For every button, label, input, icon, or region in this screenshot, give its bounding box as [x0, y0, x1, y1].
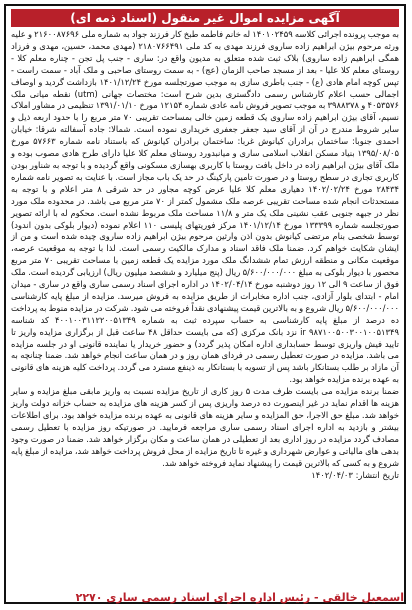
notice-paragraph: ضمنا برنده مزایده می بایست ظرف مدت ۵ روز کاری از تاریخ مزایده نسبت به واریز مابقی مبلغ مزایده و سایر هزینه ها اقدام نماید در غیر اینصورت ده درصد واریزی پس از کسر هزینه های مزایده به حساب خزانه دولت واریز خواهد شد. مبلغ حق الاجرا، حق المزایده و سایر هزینه های قانونی به عهده برنده مزایده خواهد بود. برای اطلاعات بیشتر و بازدید به اداره اجرای اسناد رسمی ساری مراجعه فرمایید. در صورتیکه روز مزایده با تعطیل رسمی مصادف گردد مزایده در روز اداری بعد از تعطیلی در همان ساعت و مکان برگزار خواهد شد. ضمنا در صورت وجود بدهی های مالیاتی و عوارض شهرداری و غیره تا تاریخ مزایده از محل فروش پرداخت خواهد شد، مزایده از مبلغ پایه شروع و به کسی که بالاترین قیمت را پیشنهاد نماید فروخته خواهد شد. [11, 386, 399, 468]
publication-date: تاریخ انتشار: ۱۴۰۲/۰۴/۰۳ [311, 469, 399, 480]
notice-body [11, 29, 399, 470]
notice-paragraph: به موجب پرونده اجرائی کلاسه ۱۴۰۱۰۲۴۵۹ له خانم فاطمه طبخ کار فرزند جواد به شماره ملی ۲۱۶۰۰۸۷۶۹۶ و علیه ورثه مرحوم بیژن ابراهیم زاده ساروی فرزند مهدی به کد ملی ۲۱۸۰۷۶۶۴۹۱ (مهدی محمد، حسین، مهدی و فرزاد همگی ابراهیم زاده ساروی) بلاک ثبت شده متعلق به مدیون واقع در: ساری - جنب پل تجن - چناره معلم کلا - روستای معلم کلا علیا - بعد از مسجد صاحب الزمان (عج) - به سمت روستای صاحبی و ملک آباد - سمت راست - تپس کوچه امام هادی (ع) - جنب باطری سازی به موجب صورتجلسه مورخ ۱۴۰۱/۱۲/۲۴ بازداشت گردید و اوصاف اجمالی حسب اعلام کارشناس رسمی دادگستری بدین شرح است: مختصات جهانی (utm) نقطه میانی ملک ۴۰۵۳۵۷۶ و ۳۹۸۸۳۷۸ به موجب تصویر فروش نامه عادی شماره ۱۲۱۵۴ مورخ ۱۳۹۱/۰۱/۱۰ تنظیمی در مشاور املاک نسیم، آقای بیژن ابراهیم زاده ساروی یک قطعه زمین خالی بمساحت تقریبی ۷۰ متر مربع را با حدود اربعه ذیل و سایر شروط مندرج در آن از آقای سید جعفر جعفری خریداری نموده است. شمالا: جاده آسفالته شرقا: خیابان احمدی جنوبا: ساختمان برادران کیانوش غربا: ساختمان برادران کیانوش که باستناد نامه شماره ۵۷۶۶۳ مورخ ۱۳۹۵/۰۸/۰۵ بنیاد مسکن انقلاب اسلامی ساری و میانبدورد روستای معلم کلا علیا دارای طرح هادی مصوب بوده و ملک آقای بیژن ابراهیم زاده در داخل بافت روستا با کاربری بهسازی مسکونی واقع گردیده و با توجه به شناور بودن کاربری تجاری در سطح روستا و در صورت تامین پارکینگ در حد یک باب مجاز است. با عنایت به تصویر نامه شماره ۲۸۴۳۴ مورخ ۱۴۰۲/۰۲/۲۴ دهیاری معلم کلا علیا عرض کوچه مجاور در حد شرقی ۸ متر اعلام و با توجه به مستحدثات انجام شده مساحت تقریبی عرصه ملک مشمول کمتر از ۷۰ متر مربع می باشد. در محدوده ملک مورد نظر در جبهه جنوبی عقب نشینی ملک یک متر و ۱۱/۸ مساحت ملک مربوط نشده است. محکوم له با ارائه تصویر صورتجلسه شماره ۱۳۳۳۹۹ مورخ ۱۴۰۱/۱۲/۱۴ مرکز فوریتهای پلیسی ۱۱۰ اعلام نموده (دیوار بلوکی بدون اندود) توسط شخصی بنام مرتضی کیانوش بدون اذن وارثین مرحوم بیژن ابراهیم زاده ساروی چیده شده است و من از ایشان شکایت خواهم کرد. ضمنا ملک فاقد اسناد و مدارک مالکیت رسمی است. لذا با توجه به موقعیت عرصه، موقعیت مکانی و منطقه ارزش تمام ششدانگ ملک مورد مزایده یک قطعه زمین با مساحت تقریبی ۷۰ متر مربع محصور با دیوار بلوکی به مبلغ ۵/۶۰۰/۰۰۰/۰۰۰ ریال (پنج میلیارد و ششصد میلیون ریال) ارزیابی گردیده است. ملک فوق از ساعت ۹ الی ۱۲ روز دوشنبه مورخ ۱۴۰۲/۰۴/۱۴ در اداره اجرای اسناد رسمی ساری واقع در ساری - میدان امام - ابتدای بلوار آزادی، جنب اداره مخابرات از طریق مزایده به فروش میرسد. مزایده از مبلغ پایه کارشناسی ۵/۶۰۰/۰۰۰/۰۰۰ ریال شروع و به بالاترین قیمت پیشنهادی نقداً فروخته می شود. شرکت در مزایده منوط به پرداخت ده درصد از مبلغ پایه کارشناسی به حساب سپرده ثبت به شماره ۴۰۰۱۰۰۳۱۱۲۲۰۰۵۱۳۴۹ کد شناسه ۹۸۷۱۰۰۵۰۰۳۰۰۱۰۰۵۱۳۴۹ ir نزد بانک مرکزی (که می بایست حداقل ۴۸ ساعت قبل از برگزاری مزایده واریز تا تایید فیش واریزی توسط حسابداری اداره امکان پذیر گردد) و حضور خریدار یا نماینده قانونی او در جلسه مزایده می باشد. مزایده در صورت تعطیل رسمی در فردای همان روز و در همان ساعت انجام خواهد شد. ضمنا چنانچه به آن مازاد بر طلب بستانکار باشد پس از تسویه با بستانکار به ذینفع مسترد می گردد. پرداخت کلیه هزینه های قانونی به عهده برنده مزایده خواهد بود. [11, 29, 400, 385]
signature-line: اسمعیل خالقی - رئیس اداره اجرای اسناد رسمی ساری ۲۲۷۰ [75, 591, 404, 604]
auction-notice [4, 4, 406, 604]
notice-title: آگهی مزایده اموال غیر منقول (اسناد ذمه ای) [11, 9, 399, 27]
